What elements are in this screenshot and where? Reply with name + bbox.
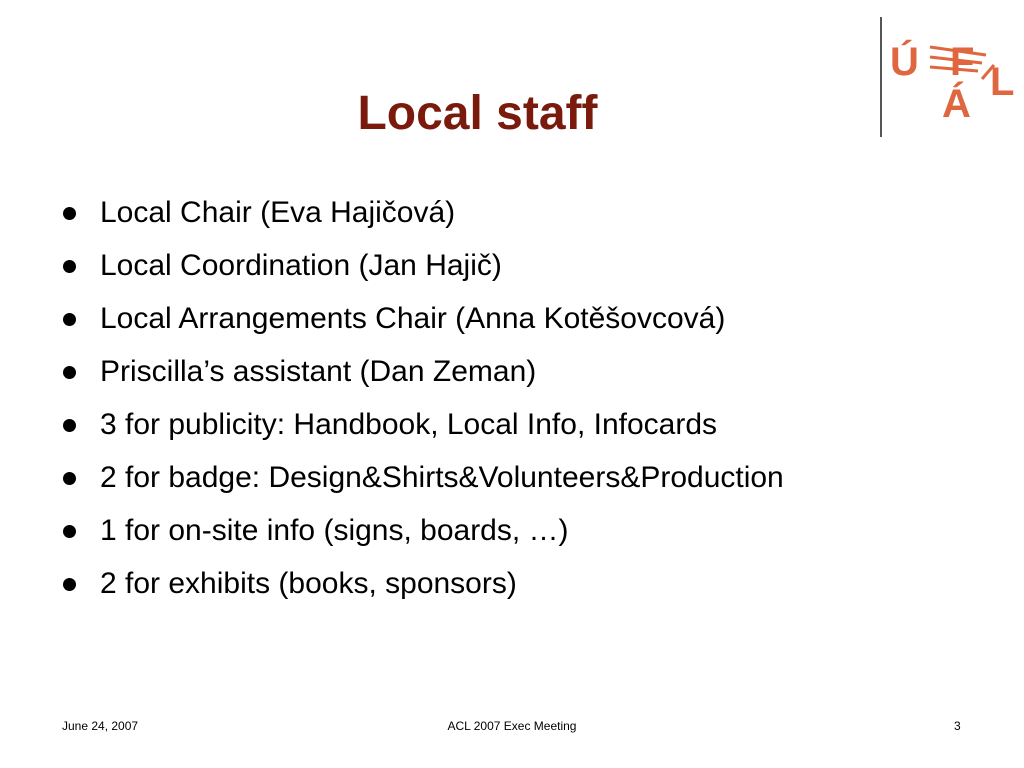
bullet-text: Local Chair (Eva Hajičová) bbox=[100, 196, 456, 229]
footer-title: ACL 2007 Exec Meeting bbox=[447, 719, 577, 733]
bullet-item bbox=[62, 455, 784, 508]
bullet-text: Local Coordination (Jan Hajič) bbox=[100, 249, 502, 282]
bullet-dot-icon bbox=[63, 207, 76, 220]
logo-letter-f: F bbox=[950, 40, 975, 84]
bullet-item bbox=[62, 561, 784, 614]
logo-letter-a: Á bbox=[942, 82, 971, 126]
bullet-dot-icon bbox=[63, 578, 76, 591]
bullet-text: Local Arrangements Chair (Anna Kotěšovcová) bbox=[100, 302, 726, 335]
bullet-text: 2 for exhibits (books, sponsors) bbox=[100, 567, 517, 600]
bullet-dot-icon bbox=[63, 313, 76, 326]
logo-letter-l: L bbox=[990, 60, 1015, 104]
bullet-item bbox=[62, 349, 784, 402]
bullet-item bbox=[62, 402, 784, 455]
bullet-item bbox=[62, 508, 784, 561]
bullet-dot-icon bbox=[63, 419, 76, 432]
bullet-text: 2 for badge: Design&Shirts&Volunteers&Production bbox=[100, 461, 784, 494]
logo-letter-u: Ú bbox=[890, 40, 919, 84]
slide-title: Local staff bbox=[357, 87, 598, 140]
bullet-dot-icon bbox=[63, 472, 76, 485]
footer-date: June 24, 2007 bbox=[62, 719, 139, 733]
bullet-list bbox=[62, 190, 784, 614]
page-number: 3 bbox=[954, 719, 961, 733]
bullet-item bbox=[62, 190, 784, 243]
bullet-dot-icon bbox=[63, 525, 76, 538]
bullet-dot-icon bbox=[63, 366, 76, 379]
bullet-item bbox=[62, 296, 784, 349]
bullet-item bbox=[62, 243, 784, 296]
bullet-text: 1 for on-site info (signs, boards, …) bbox=[100, 514, 569, 547]
bullet-text: Priscilla’s assistant (Dan Zeman) bbox=[100, 355, 537, 388]
bullet-dot-icon bbox=[63, 260, 76, 273]
bullet-text: 3 for publicity: Handbook, Local Info, Infocards bbox=[100, 408, 718, 441]
